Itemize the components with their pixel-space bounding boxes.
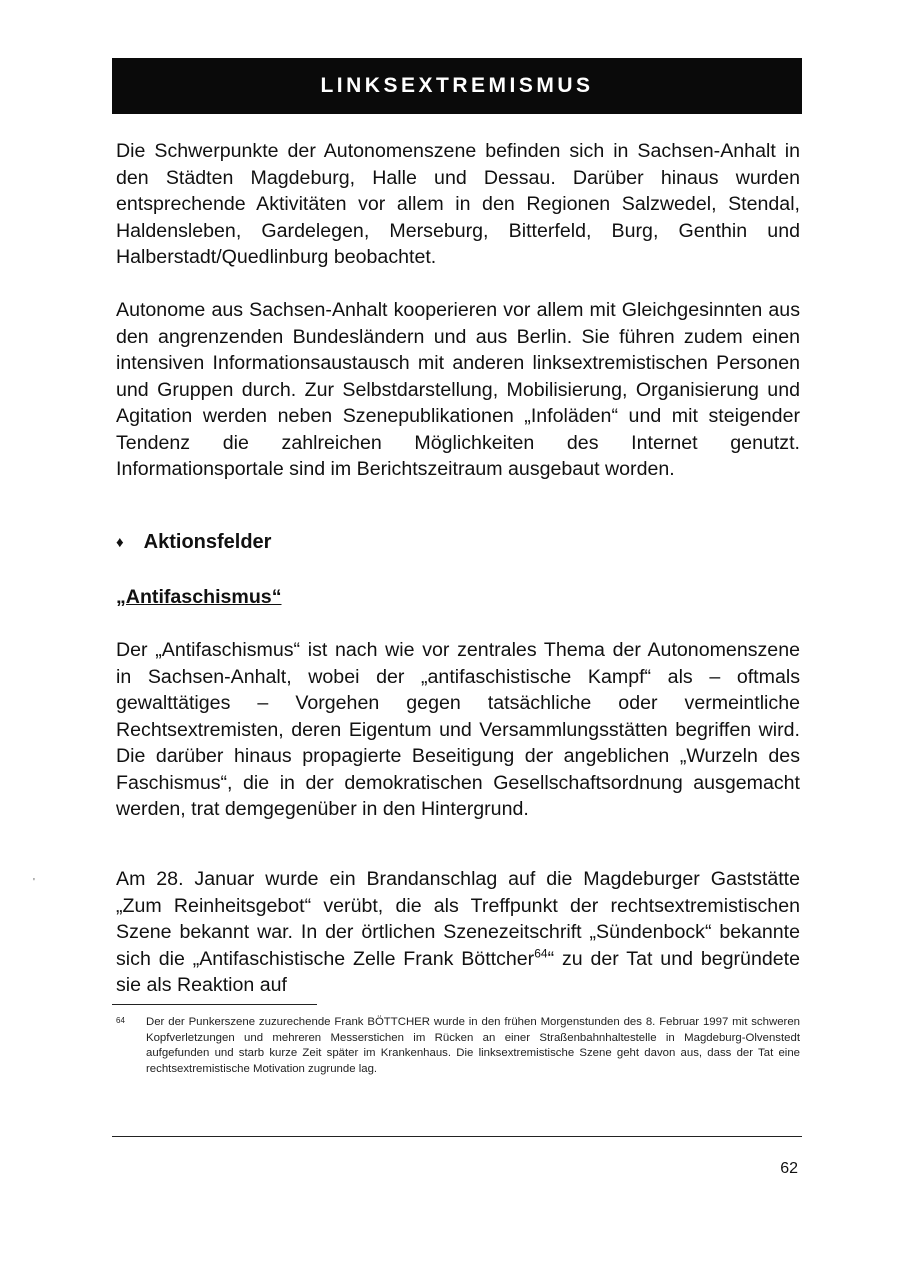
paragraph-brandanschlag [116,866,800,999]
paragraph-text-part: Am 28. Januar wurde ein Brandanschlag auf die Magdeburger Gaststätte „Zum Reinheitsgebot“ verübt, die als Treffpunkt der rechtsextremistischen Szene bekannt war. In der örtlichen Szenezeitschrift „Sündenbock“ bekannte sich die „Antifaschistische Zelle Frank Böttcher [116,868,800,970]
page-bottom-rule [112,1136,802,1137]
paragraph-schwerpunkte: Die Schwerpunkte der Autonomenszene befinden sich in Sachsen-Anhalt in den Städten Magdeburg, Halle und Dessau. Darüber hinaus wurden entsprechende Aktivitäten vor allem in den Regionen Salzwedel, Stendal, Haldensleben, Gardelegen, Merseburg, Bitterfeld, Burg, Genthin und Halberstadt/Quedlinburg beobachtet. [116,140,800,268]
paragraph-antifaschismus: Der „Antifaschismus“ ist nach wie vor zentrales Thema der Autonomenszene in Sachsen-Anhalt, wobei der „antifaschistische Kampf“ als – oftmals gewalttätiges – Vorgehen gegen tatsächliche oder vermeintliche Rechtsextremisten, deren Eigentum und Versammlungsstätten begriffen wird. Die darüber hinaus propagierte Beseitigung der angeblichen „Wurzeln des Faschismus“, die in der demokratischen Gesellschaftsordnung ausgemacht werden, trat demgegenüber in den Hintergrund. [116,639,800,820]
footnote-text: Der der Punkerszene zuzurechende Frank BÖTTCHER wurde in den frühen Morgenstunden des 8. Februar 1997 mit schweren Kopfverletzungen und mehreren Messerstichen im Rücken an einer Straßenbahnhaltestelle in Magdeburg-Olvenstedt aufgefunden und starb kurze Zeit später im Krankenhaus. Die linksextremistische Szene geht davon aus, dass der Tat eine rechtsextremistische Motivation zugrunde lag. [146,1016,800,1075]
footnote-reference[interactable]: 64 [534,945,548,960]
chapter-header-bar [112,58,802,114]
paragraph-kooperation: Autonome aus Sachsen-Anhalt kooperieren vor allem mit Gleichgesinnten aus den angrenzenden Bundesländern und aus Berlin. Sie führen zudem einen intensiven Informationsaustausch mit anderen linksextremistischen Personen und Gruppen durch. Zur Selbstdarstellung, Mobilisierung, Organisierung und Agitation werden neben Szenepublikationen „Infoläden“ und mit steigender Tendenz die zahlreichen Möglichkeiten des Internet genutzt. Informationsportale sind im Berichtszeitraum ausgebaut worden. [116,299,800,480]
footnote [116,1015,800,1077]
footnote-separator [112,1004,317,1005]
margin-mark: ' [33,877,35,888]
page-number: 62 [780,1160,798,1177]
footnote-marker: 64 [116,1016,125,1025]
section-heading-aktionsfelder [116,531,271,554]
diamond-bullet-icon: ♦ [116,534,124,551]
paragraph-text-part: “ zu der Tat und begründete sie als Reaktion auf [116,947,800,996]
chapter-title: LINKSEXTREMISMUS [320,74,594,97]
subheading-antifaschismus: „Antifaschismus“ [116,586,282,608]
section-heading-text: Aktionsfelder [143,531,272,553]
